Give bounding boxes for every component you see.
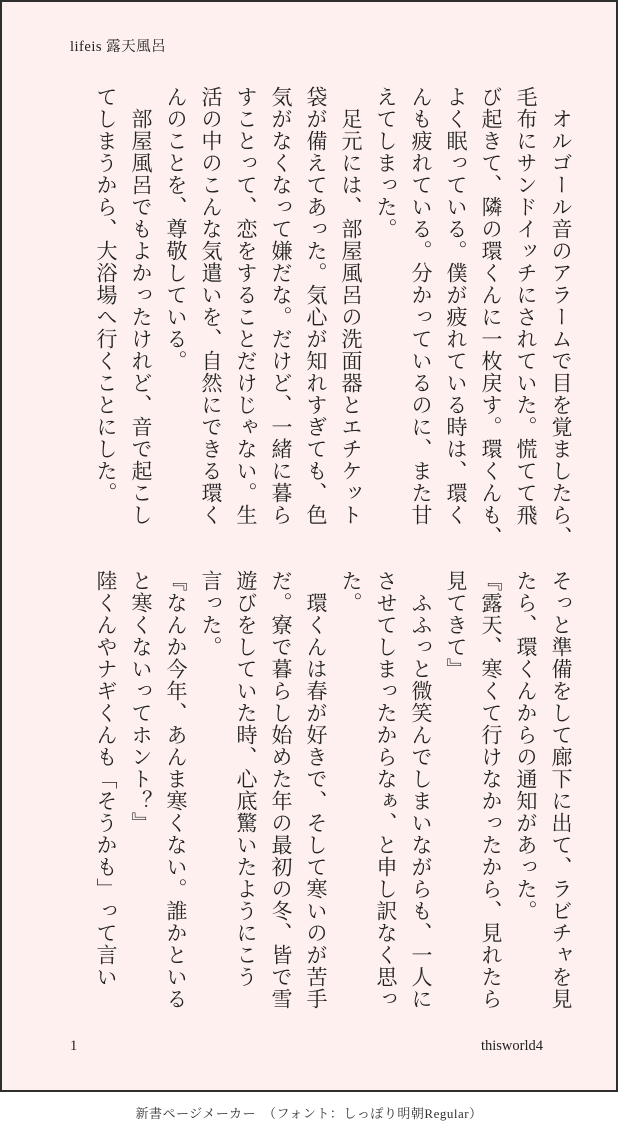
text-line: えてしまった。 <box>374 86 398 240</box>
vertical-text-block-1 <box>88 86 578 548</box>
text-line: ふふっと微笑んでしまいながらも、一人に <box>409 570 433 1010</box>
text-line: 部屋風呂でもよかったけれど、音で起こし <box>129 86 153 526</box>
text-line: 遊びをしていた時、心底驚いたようにこう <box>234 570 258 988</box>
text-line: 足元には、部屋風呂の洗面器とエチケット <box>339 86 363 526</box>
text-line: 『露天、寒くて行けなかったから、見れたら <box>479 570 503 1010</box>
author-handle: thisworld4 <box>480 1038 543 1054</box>
text-line: んも疲れている。分かっているのに、また甘 <box>409 86 433 526</box>
text-line: たら、環くんからの通知があった。 <box>514 570 538 922</box>
text-line: 環くんは春が好きで、そして寒いのが苦手 <box>304 570 328 1010</box>
text-line: 見てきて』 <box>444 570 468 680</box>
text-line: と寒くないってホント？』 <box>129 570 153 834</box>
generator-footer <box>0 1092 618 1132</box>
generator-footer-label: 新書ページメーカー （フォント：しっぽり明朝Regular） <box>135 1105 483 1121</box>
text-line: てしまうから、大浴場へ行くことにした。 <box>94 86 118 504</box>
page-number: 1 <box>70 1038 78 1054</box>
text-line: そっと準備をして廊下に出て、ラビチャを見 <box>549 570 573 1010</box>
text-line: 活の中のこんな気遣いを、自然にできる環く <box>199 86 223 526</box>
text-line: 袋が備えてあった。気心が知れすぎても、色 <box>304 86 328 526</box>
text-line: 気がなくなって嫌だな。だけど、一緒に暮ら <box>269 86 293 526</box>
text-line: すことって、恋をすることだけじゃない。生 <box>234 86 258 526</box>
text-line: させてしまったからなぁ、と申し訳なく思っ <box>374 570 398 1010</box>
text-line: び起きて、隣の環くんに一枚戻す。環くんも、 <box>479 86 503 548</box>
text-line: 言った。 <box>199 570 223 658</box>
text-line: た。 <box>339 570 363 614</box>
vertical-text-block-2 <box>88 570 578 1010</box>
text-line: んのことを、尊敬している。 <box>164 86 188 372</box>
text-line: だ。寮で暮らし始めた年の最初の冬、皆で雪 <box>269 570 293 1010</box>
text-line: 『なんか今年、あんま寒くない。誰かといる <box>164 570 188 1010</box>
text-line: 陸くんやナギくんも「そうかも」って言い <box>94 570 118 988</box>
page-title: lifeis 露天風呂 <box>70 39 167 55</box>
text-line: オルゴール音のアラームで目を覚ましたら、 <box>549 86 573 548</box>
text-line: 毛布にサンドイッチにされていた。慌てて飛 <box>514 86 538 526</box>
text-line: よく眠っている。僕が疲れている時は、環く <box>444 86 468 526</box>
page-bottom-row <box>70 1038 543 1055</box>
